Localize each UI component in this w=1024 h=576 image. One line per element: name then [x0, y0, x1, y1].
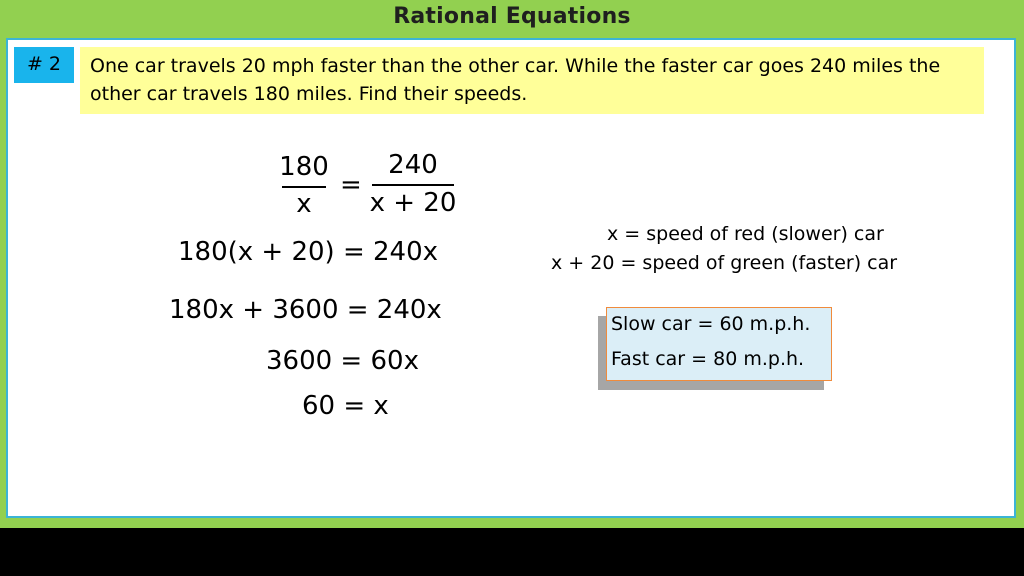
- slide-title: Rational Equations: [393, 4, 631, 29]
- problem-number-badge: # 2: [14, 47, 74, 83]
- definition-fast-car: x + 20 = speed of green (faster) car: [551, 252, 898, 274]
- definition-slow-car: x = speed of red (slower) car: [607, 223, 884, 245]
- right-fraction-denominator: x + 20: [369, 188, 457, 218]
- equation-step-4: 3600 = 60x: [266, 346, 419, 376]
- answer-box: [606, 307, 832, 381]
- left-fraction-numerator: 180: [279, 152, 329, 182]
- equals-sign: =: [340, 170, 362, 200]
- answer-fast-car: Fast car = 80 m.p.h.: [611, 348, 805, 370]
- left-fraction-bar: [282, 186, 326, 188]
- equation-step-3: 180x + 3600 = 240x: [169, 295, 442, 325]
- right-fraction-numerator: 240: [388, 150, 438, 180]
- equation-step-5: 60 = x: [302, 391, 389, 421]
- problem-statement: One car travels 20 mph faster than the other car. While the faster car goes 240 miles the other car travels 180 miles. Find their speeds.: [80, 47, 984, 114]
- left-fraction-denominator: x: [296, 189, 312, 219]
- right-fraction-bar: [372, 184, 454, 186]
- answer-slow-car: Slow car = 60 m.p.h.: [611, 313, 811, 335]
- equation-step-2: 180(x + 20) = 240x: [178, 237, 439, 267]
